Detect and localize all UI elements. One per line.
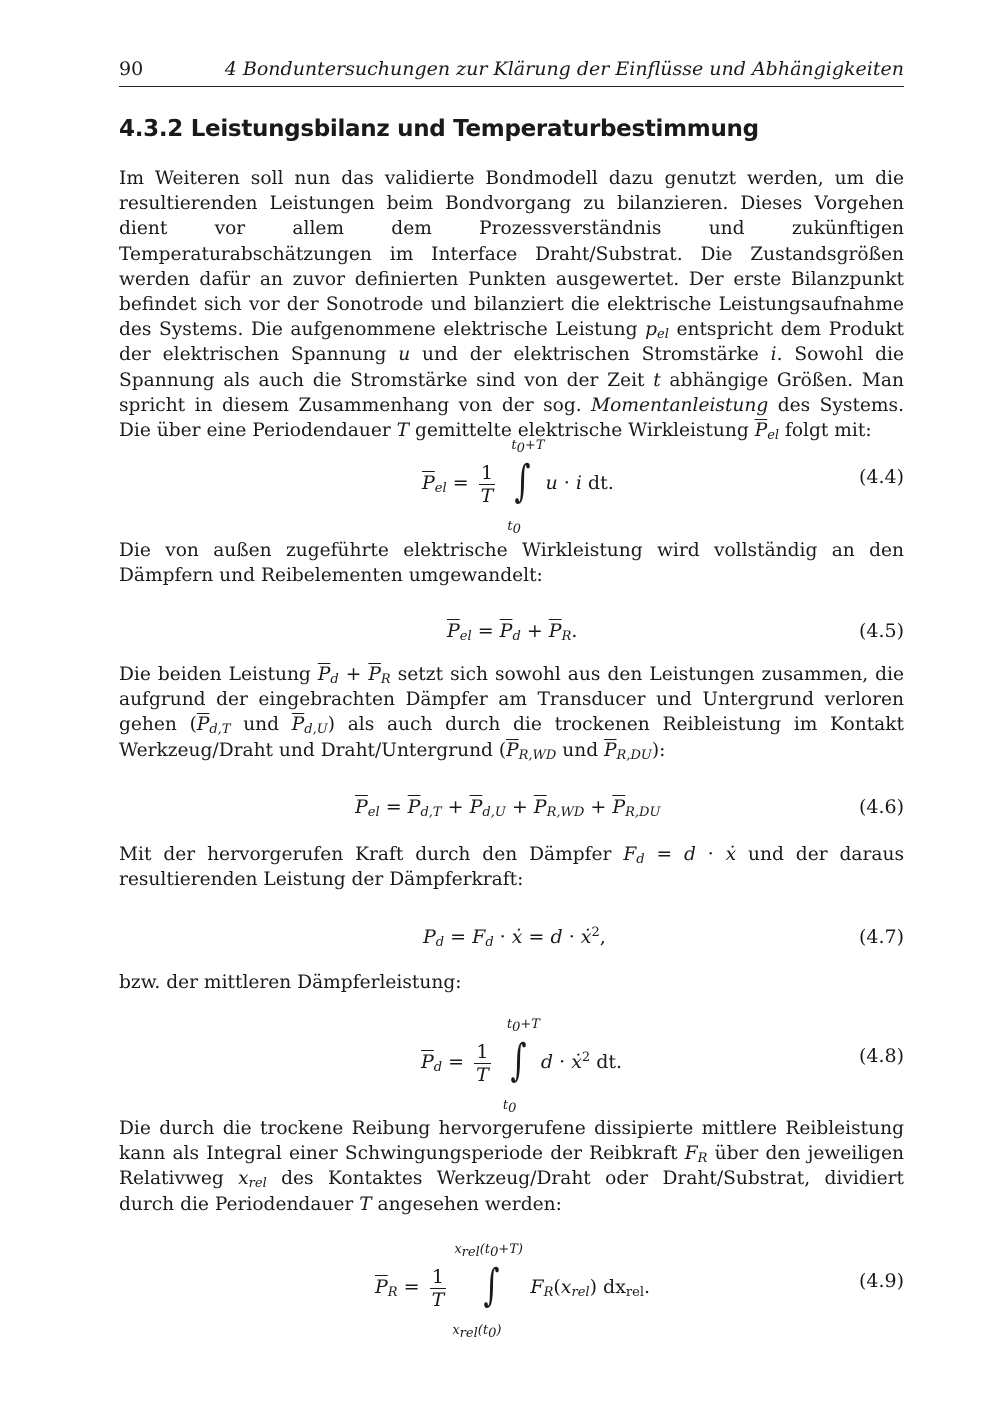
equation-4-7	[119, 926, 904, 954]
equation-number: (4.9)	[858, 1270, 904, 1292]
equation-number: (4.4)	[858, 466, 904, 488]
formula-4-9: $\overline{P}_R$ = $\frac{1}{T}$ $x_{rel}(t_0+T)$ ∫ $x_{rel}(t_0)$ $F_R(x_{rel})$ $dx_{rel}$.	[375, 1242, 651, 1341]
equation-4-8	[119, 1017, 904, 1116]
paragraph-intro: Im Weiteren soll nun das validierte Bondmodell dazu genutzt werden, um die resultierenden Leistungen beim Bondvorgang zu bilanzieren. Dieses Vorgehen dient vor allem dem Prozessverständnis und zukünftigen Temperaturabschätzungen im Interface Draht/Substrat. Die Zustandsgrößen werden dafür an zuvor definierten Punkten ausgewertet. Der erste Bilanzpunkt befindet sich vor der Sonotrode und bilanziert die elektrische Leistungsaufnahme des Systems. Die aufgenommene elektrische Leistung $p_{el}$ entspricht dem Produkt der elektrischen Spannung u und der elektrischen Stromstärke i. Sowohl die Spannung als auch die Stromstärke sind von der Zeit t abhängige Größen. Man spricht in diesem Zusammenhang von der sog. Momentanleistung des Systems. Die über eine Periodendauer T gemittelte elektrische Wirkleistung $\overline{P}_{el}$ folgt mit:	[119, 168, 904, 444]
formula-4-6: $\overline{P}_{el} = \overline{P}_{d,T} + \overline{P}_{d,U} + \overline{P}_{R,WD} + \overline{P}_{R,DU}$	[355, 796, 661, 820]
running-header	[119, 58, 904, 87]
paragraph-mean-damper: bzw. der mittleren Dämpferleistung:	[119, 972, 462, 993]
chapter-title: 4 Bonduntersuchungen zur Klärung der Einflüsse und Abhängigkeiten	[224, 58, 904, 80]
equation-number: (4.6)	[858, 796, 904, 818]
equation-number: (4.7)	[858, 926, 904, 948]
formula-4-5: $\overline{P}_{el} = \overline{P}_d + \overline{P}_R$.	[447, 620, 578, 644]
section-heading: 4.3.2 Leistungsbilanz und Temperaturbestimmung	[119, 116, 759, 142]
paragraph-damper-force: Mit der hervorgerufen Kraft durch den Dämpfer $F_d = d$ · ẋ und der daraus resultierenden Leistung der Dämpferkraft:	[119, 844, 905, 891]
paragraph-losses: Die beiden Leistung $\overline{P}_d + \overline{P}_R$ setzt sich sowohl aus den Leistungen zusammen, die aufgrund der eingebrachten Dämpfer am Transducer und Untergrund verloren gehen ($\overline{P}_{d,T}$ und $\overline{P}_{d,U}$) als auch durch die trockenen Reibleistung im Kontakt Werkzeug/Draht und Draht/Untergrund ($\overline{P}_{R,WD}$ und $\overline{P}_{R,DU}$):	[119, 664, 905, 763]
equation-4-9	[119, 1242, 904, 1341]
page-number: 90	[119, 58, 144, 80]
equation-4-4	[119, 438, 904, 537]
formula-4-4: $\overline{P}_{el}$ = $\frac{1}{T}$ $t_0+T$ ∫ $t_0$ u · i dt.	[422, 438, 614, 537]
equation-number: (4.5)	[858, 620, 904, 642]
formula-4-7: $P_d = F_d$ · ẋ = d · ẋ$^2$,	[423, 925, 606, 950]
paragraph-conversion: Die von außen zugeführte elektrische Wirkleistung wird vollständig an den Dämpfern und Reibelementen umgewandelt:	[119, 540, 904, 587]
equation-number: (4.8)	[858, 1045, 904, 1067]
equation-4-5	[119, 620, 904, 648]
paragraph-friction: Die durch die trockene Reibung hervorgerufene dissipierte mittlere Reibleistung kann als Integral einer Schwingungsperiode der Reibkraft $F_R$ über den jeweiligen Relativweg $x_{rel}$ des Kontaktes Werkzeug/Draht oder Draht/Substrat, dividiert durch die Periodendauer T angesehen werden:	[119, 1118, 904, 1215]
formula-4-8: $\overline{P}_d$ = $\frac{1}{T}$ $t_0+T$ ∫ $t_0$ d · ẋ$^2$ dt.	[421, 1017, 623, 1116]
equation-4-6	[119, 796, 904, 824]
